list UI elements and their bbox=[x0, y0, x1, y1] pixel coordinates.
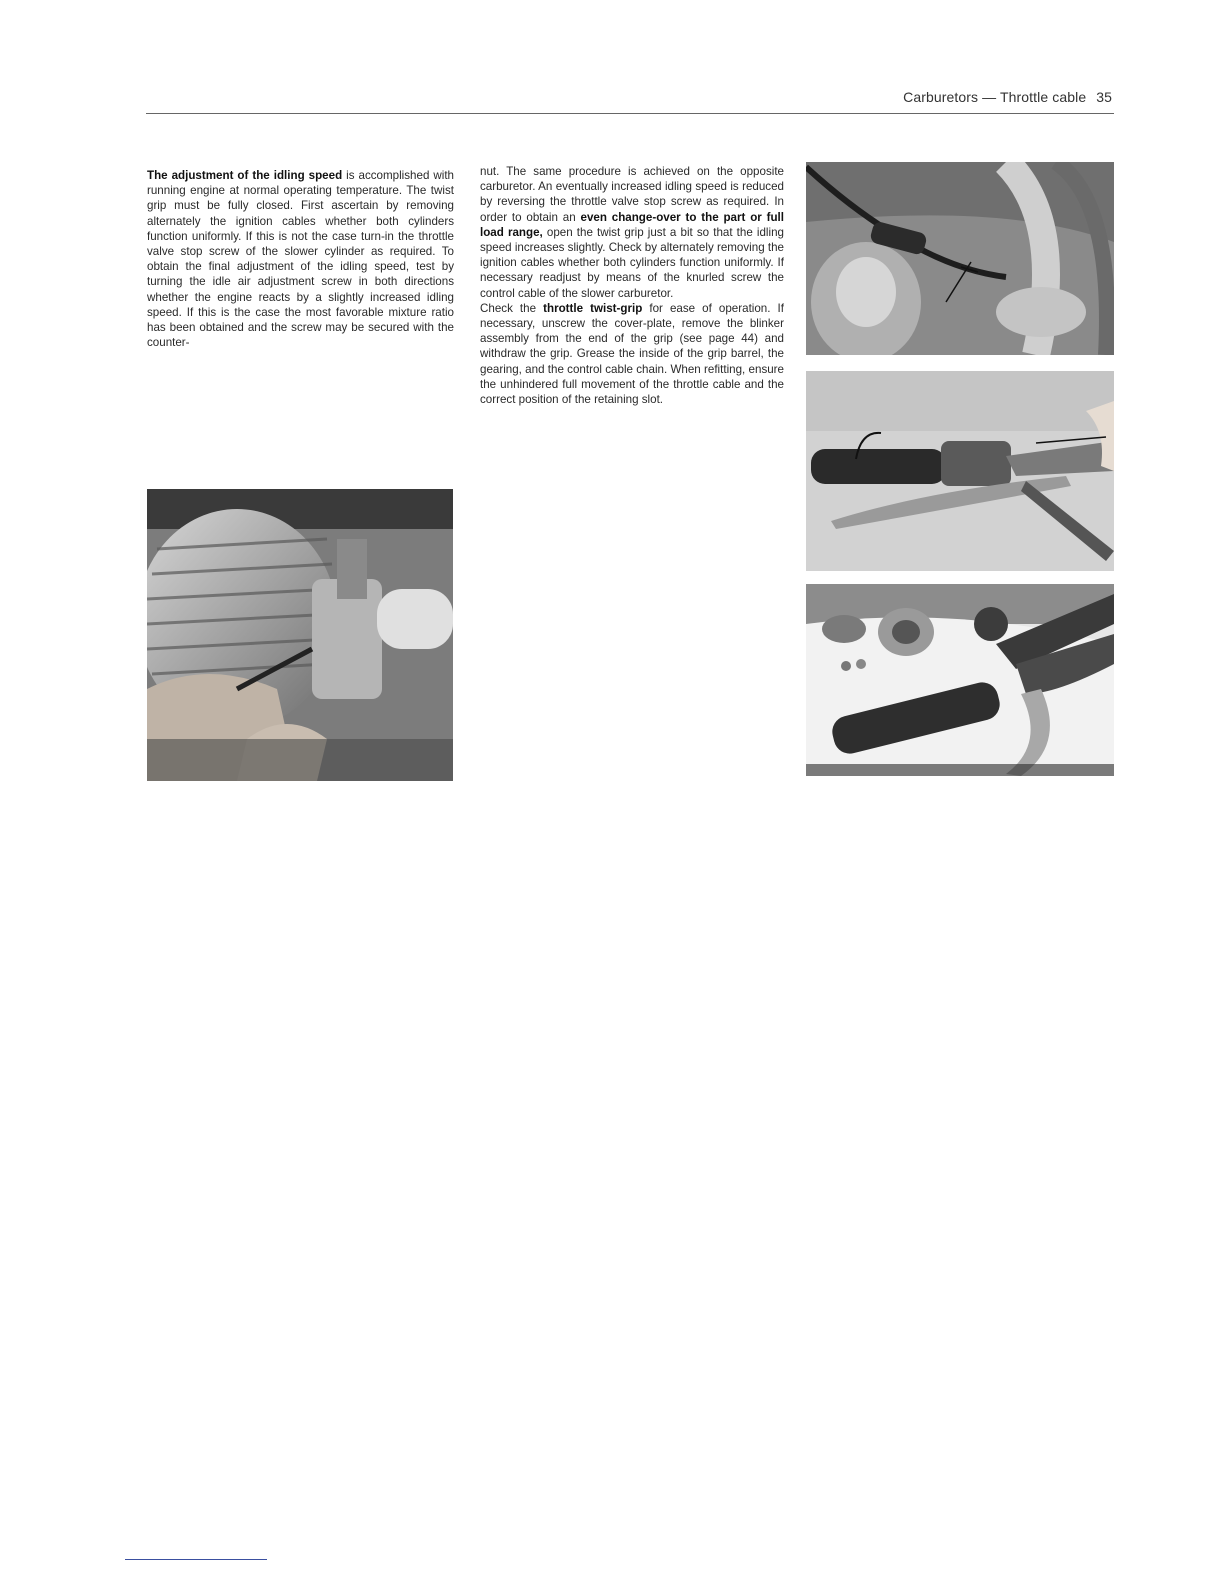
header-title: Carburetors — Throttle cable bbox=[903, 89, 1087, 105]
header-rule bbox=[146, 113, 1114, 114]
paragraph-opposite-carburetor bbox=[480, 164, 784, 301]
lead-in-bold: The adjustment of the idling speed bbox=[147, 169, 343, 182]
paragraph-body: for ease of operation. If necessary, unscrew the cover-plate, remove the blinker assembly from the end of the grip (see page 44) and withdraw the grip. Grease the inside of the grip barrel, the gearing, and the control cable chain. When refitting, ensure the unhindered full movement of the throttle cable and the correct position of the retaining slot. bbox=[480, 301, 784, 407]
paragraph-body: is accomplished with running engine at normal operating temperature. The twist grip must be fully closed. First ascertain by removing alternately the ignition cables whether both cylinders function uniformly. If this is not the case turn-in the throttle valve stop screw of the slower cylinder as required. To obtain the final adjustment of the idling speed, test by turning the idle air adjustment screw in both directions whether the engine reacts by a slightly increased idling speed. If this is the case the most favorable mixture ratio has been obtained and the screw may be secured with the counter- bbox=[147, 169, 454, 350]
paragraph-idling-speed bbox=[147, 168, 454, 350]
page-number: 35 bbox=[1096, 89, 1112, 105]
photo-grip-parts bbox=[806, 584, 1114, 776]
running-header bbox=[903, 89, 1112, 105]
text-column-left bbox=[147, 168, 454, 350]
emphasis-bold: even change-over to the part or full load range, bbox=[480, 210, 784, 239]
emphasis-bold: throttle twist-grip bbox=[543, 301, 643, 315]
photo-twist-grip bbox=[806, 371, 1114, 571]
photo-carburetor-adjustment bbox=[147, 489, 453, 781]
text-column-middle bbox=[480, 164, 784, 407]
photo-throttle-cable bbox=[806, 162, 1114, 355]
footnote-rule bbox=[125, 1559, 267, 1560]
paragraph-body: nut. The same procedure is achieved on the opposite carburetor. An eventually increased idling speed is reduced by reversing the throttle valve stop screw as required. In order to obtain an bbox=[480, 165, 784, 224]
paragraph-body: open the twist grip just a bit so that the idling speed increases slightly. Check by alternately removing the ignition cables whether both cylinders function uniformly. If necessary readjust by means of the knurled screw the control cable of the slower carburetor. bbox=[480, 225, 784, 300]
paragraph-body: Check the bbox=[480, 301, 544, 315]
paragraph-twist-grip bbox=[480, 301, 784, 407]
